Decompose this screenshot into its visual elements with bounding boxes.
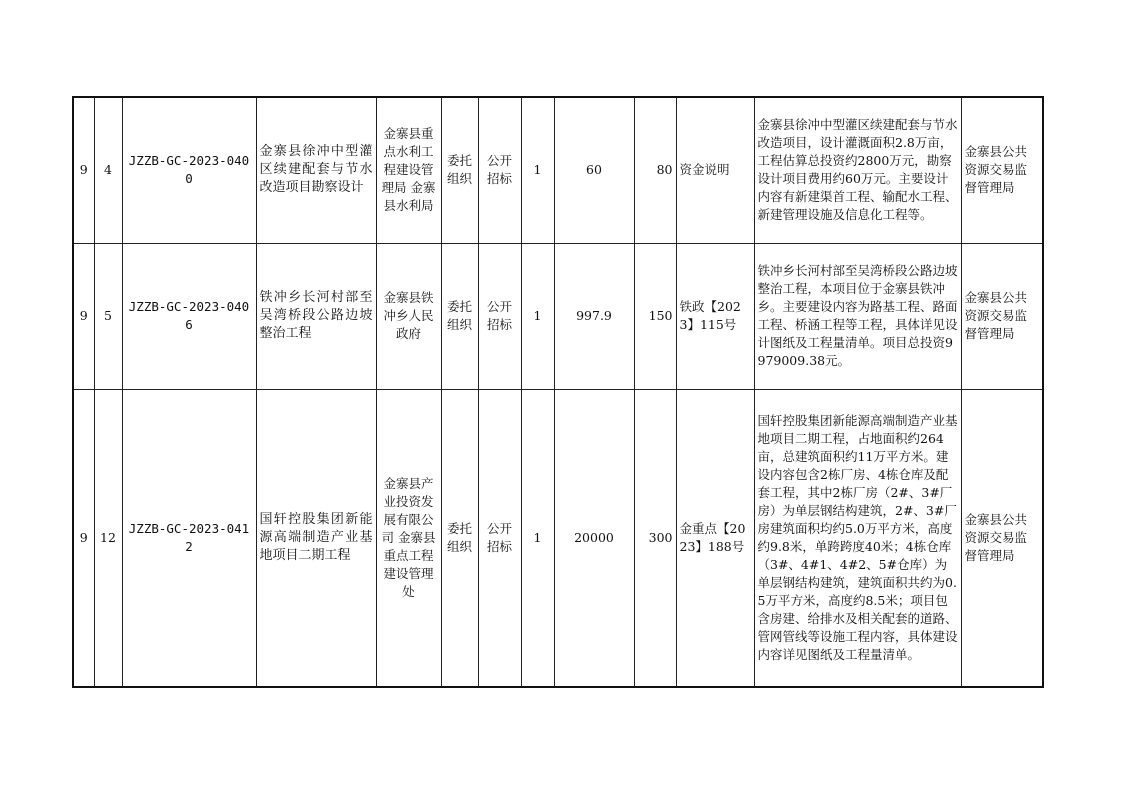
fee-cell: 300	[634, 389, 676, 687]
doc-cell: 资金说明	[676, 97, 754, 243]
description-cell: 铁冲乡长河村部至吴湾桥段公路边坡整治工程，本项目位于金寨县铁冲乡。主要建设内容为路基工程、路面工程、桥涵工程等工程，具体详见设计图纸及工程量清单。项目总投资9979009.38元。	[754, 243, 961, 389]
table-row	[73, 97, 1043, 243]
owner-cell: 金寨县重点水利工程建设管理局 金寨县水利局	[376, 97, 441, 243]
count-cell: 1	[521, 243, 554, 389]
amount-cell: 60	[554, 97, 634, 243]
num-cell: 12	[94, 389, 122, 687]
supervisor-cell: 金寨县公共资源交易监督管理局	[961, 243, 1043, 389]
num-cell: 5	[94, 243, 122, 389]
amount-cell: 997.9	[554, 243, 634, 389]
fee-cell: 150	[634, 243, 676, 389]
org-form-cell: 委托组织	[441, 389, 478, 687]
count-cell: 1	[521, 97, 554, 243]
org-form-cell: 委托组织	[441, 243, 478, 389]
table-row	[73, 389, 1043, 687]
supervisor-cell: 金寨县公共资源交易监督管理局	[961, 389, 1043, 687]
table-row	[73, 243, 1043, 389]
num-cell: 4	[94, 97, 122, 243]
code-cell: JZZB-GC-2023-0406	[122, 243, 256, 389]
org-form-cell: 委托组织	[441, 97, 478, 243]
doc-cell: 铁政【2023】115号	[676, 243, 754, 389]
project-name-cell: 国轩控股集团新能源高端制造产业基地项目二期工程	[256, 389, 376, 687]
description-cell: 国轩控股集团新能源高端制造产业基地项目二期工程，占地面积约264亩，总建筑面积约11万平方米。建设内容包含2栋厂房、4栋仓库及配套工程，其中2栋厂房（2#、3#厂房）为单层钢结构建筑，2#、3#厂房建筑面积均约5.0万平方米，高度约9.8米，单跨跨度40米；4栋仓库（3#、4#1、4#2、5#仓库）为单层钢结构建筑，建筑面积共约为0.5万平方米，高度约8.5米；项目包含房建、给排水及相关配套的道路、管网管线等设施工程内容，具体建设内容详见图纸及工程量清单。	[754, 389, 961, 687]
method-cell: 公开招标	[478, 243, 521, 389]
code-cell: JZZB-GC-2023-0412	[122, 389, 256, 687]
seq-cell: 9	[73, 97, 94, 243]
method-cell: 公开招标	[478, 389, 521, 687]
count-cell: 1	[521, 389, 554, 687]
method-cell: 公开招标	[478, 97, 521, 243]
owner-cell: 金寨县产业投资发展有限公司 金寨县重点工程建设管理处	[376, 389, 441, 687]
doc-cell: 金重点【2023】188号	[676, 389, 754, 687]
description-cell: 金寨县徐冲中型灌区续建配套与节水改造项目，设计灌溉面积2.8万亩，工程估算总投资约2800万元，勘察设计项目费用约60万元。主要设计内容有新建渠首工程、输配水工程、新建管理设施及信息化工程等。	[754, 97, 961, 243]
code-cell: JZZB-GC-2023-0400	[122, 97, 256, 243]
project-name-cell: 金寨县徐冲中型灌区续建配套与节水改造项目勘察设计	[256, 97, 376, 243]
amount-cell: 20000	[554, 389, 634, 687]
project-name-cell: 铁冲乡长河村部至吴湾桥段公路边坡整治工程	[256, 243, 376, 389]
owner-cell: 金寨县铁冲乡人民政府	[376, 243, 441, 389]
supervisor-cell: 金寨县公共资源交易监督管理局	[961, 97, 1043, 243]
project-table	[72, 96, 1044, 688]
seq-cell: 9	[73, 389, 94, 687]
seq-cell: 9	[73, 243, 94, 389]
fee-cell: 80	[634, 97, 676, 243]
